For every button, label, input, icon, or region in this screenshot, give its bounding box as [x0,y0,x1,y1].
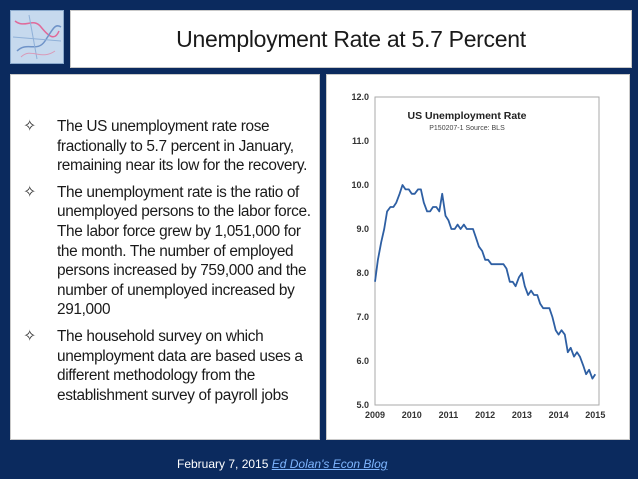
bullet-text: The unemployment rate is the ratio of unemployed persons to the labor force. The labor force grew by 1,051,000 for the month. The number of employed persons increased by 759,000 and the number of unemployed increased by 291,000 [57,183,311,319]
x-tick-label: 2009 [364,410,386,420]
footer [177,457,387,471]
x-tick-label: 2012 [475,410,496,420]
y-tick-label: 6.0 [356,356,369,366]
footer-date: February 7, 2015 [177,457,269,471]
y-tick-label: 5.0 [356,400,369,410]
bullet-text: The household survey on which unemployment data are based uses a different methodology from the establishment survey of payroll jobs [57,327,303,404]
y-tick-label: 7.0 [356,312,369,322]
bullet-item [21,117,313,176]
map-icon [11,11,63,63]
slide-title: Unemployment Rate at 5.7 Percent [176,25,526,52]
chart-subtitle: P150207-1 Source: BLS [429,125,505,132]
bullet-text: The US unemployment rate rose fractionally to 5.7 percent in January, remaining near its low for the recovery. [57,118,308,175]
plot-area [375,97,599,405]
y-tick-label: 9.0 [356,224,369,234]
bullet-panel [10,74,320,440]
four-point-star-icon: ✧ [23,183,37,201]
x-tick-label: 2015 [585,410,606,420]
chart-title: US Unemployment Rate [407,110,527,122]
bullet-item [21,183,313,320]
title-bar [70,10,632,68]
x-tick-label: 2013 [511,410,532,420]
four-point-star-icon: ✧ [23,327,37,345]
x-tick-label: 2010 [401,410,422,420]
x-axis [365,410,605,420]
y-tick-label: 12.0 [351,92,369,102]
x-tick-label: 2014 [548,410,569,420]
chart-panel [326,74,630,440]
y-tick-label: 8.0 [356,268,369,278]
econ-blog-link[interactable]: Ed Dolan's Econ Blog [271,457,388,471]
y-tick-label: 10.0 [351,180,369,190]
unemployment-line-chart [327,75,629,439]
y-axis [351,92,369,410]
y-tick-label: 11.0 [351,136,369,146]
globe-logo [10,10,64,64]
x-tick-label: 2011 [438,410,459,420]
four-point-star-icon: ✧ [23,118,37,135]
bullet-item [21,327,313,405]
bullet-list [21,117,313,405]
